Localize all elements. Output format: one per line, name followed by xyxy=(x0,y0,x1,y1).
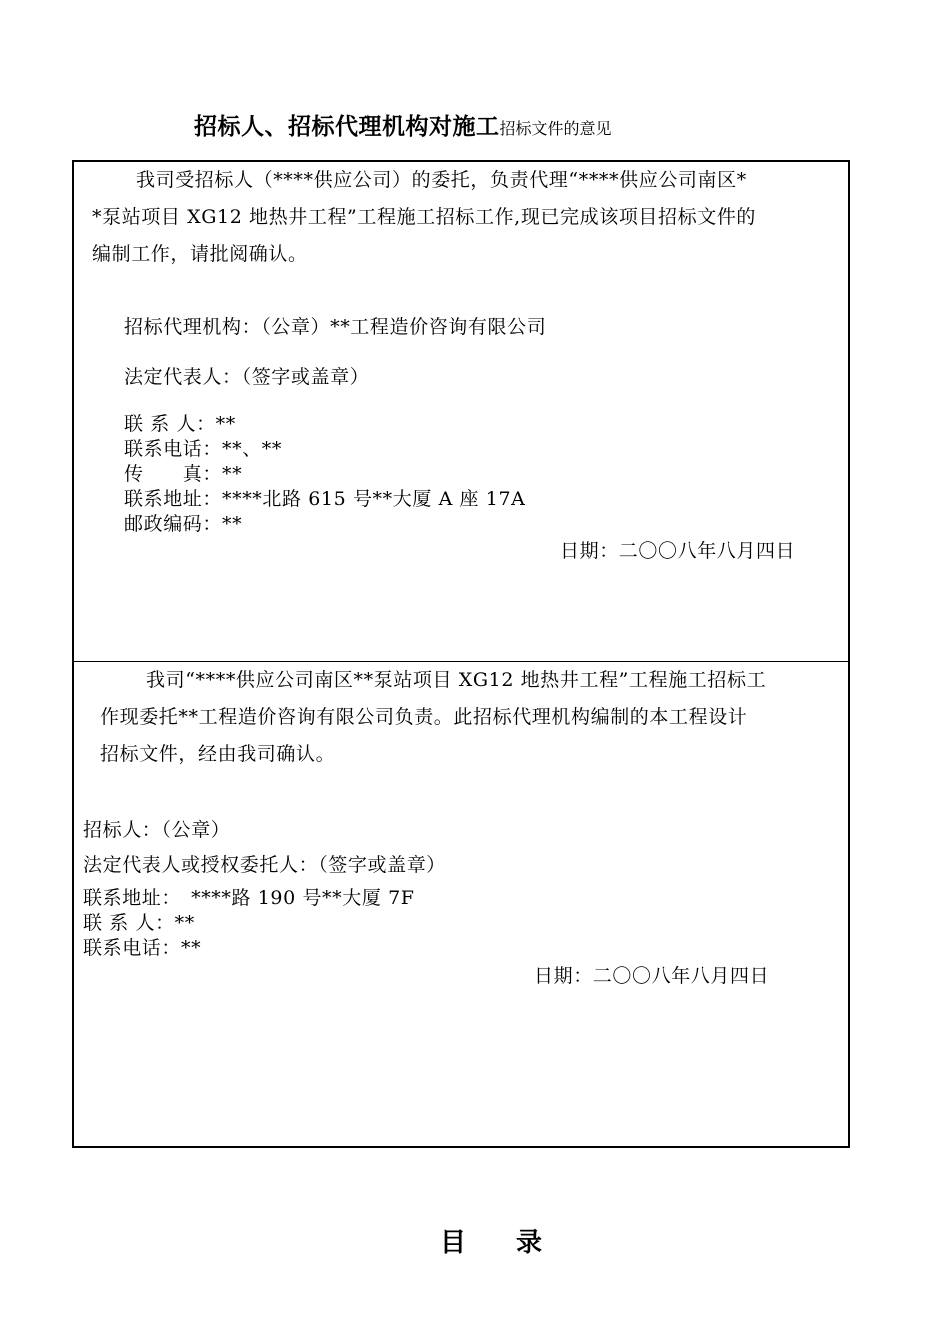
agency-address: 联系地址：****北路 615 号**大厦 A 座 17A xyxy=(124,488,526,510)
tenderer-address: 联系地址： ****路 190 号**大厦 7F xyxy=(83,887,415,909)
tenderer-paragraph xyxy=(100,662,852,773)
page-title-sub: 招标文件的意见 xyxy=(499,119,612,138)
agency-phone: 联系电话：**、** xyxy=(124,438,283,460)
page-title xyxy=(194,108,612,141)
tenderer-paragraph-line: 招标文件，经由我司确认。 xyxy=(100,743,336,765)
tenderer-contact-person: 联 系 人：** xyxy=(83,912,195,934)
tenderer-date: 日期：二〇〇八年八月四日 xyxy=(534,965,770,987)
agency-legal-rep: 法定代表人：（签字或盖章） xyxy=(124,366,370,388)
agency-name: 招标代理机构：（公章）**工程造价咨询有限公司 xyxy=(124,316,547,338)
agency-date: 日期：二〇〇八年八月四日 xyxy=(560,540,796,562)
page-title-main: 招标人、招标代理机构对施工 xyxy=(194,113,500,140)
agency-paragraph-line: 我司受招标人（****供应公司）的委托，负责代理“****供应公司南区* xyxy=(136,169,747,191)
opinion-form-box xyxy=(72,160,850,1148)
agency-paragraph xyxy=(92,162,852,273)
agency-paragraph-line: *泵站项目 XG12 地热井工程”工程施工招标工作,现已完成该项目招标文件的 xyxy=(92,206,757,228)
agency-contact-person: 联 系 人：** xyxy=(124,413,236,435)
agency-paragraph-line: 编制工作，请批阅确认。 xyxy=(92,243,308,265)
tenderer-paragraph-line: 作现委托**工程造价咨询有限公司负责。此招标代理机构编制的本工程设计 xyxy=(100,706,748,728)
tenderer-legal-rep: 法定代表人或授权委托人：（签字或盖章） xyxy=(83,854,446,876)
tenderer-name: 招标人：（公章） xyxy=(83,819,231,841)
tenderer-phone: 联系电话：** xyxy=(83,937,202,959)
toc-title: 目录 xyxy=(440,1228,593,1258)
tenderer-paragraph-line: 我司“****供应公司南区**泵站项目 XG12 地热井工程”工程施工招标工 xyxy=(146,669,767,691)
agency-postcode: 邮政编码：** xyxy=(124,513,243,535)
agency-fax: 传 真：** xyxy=(124,463,243,485)
